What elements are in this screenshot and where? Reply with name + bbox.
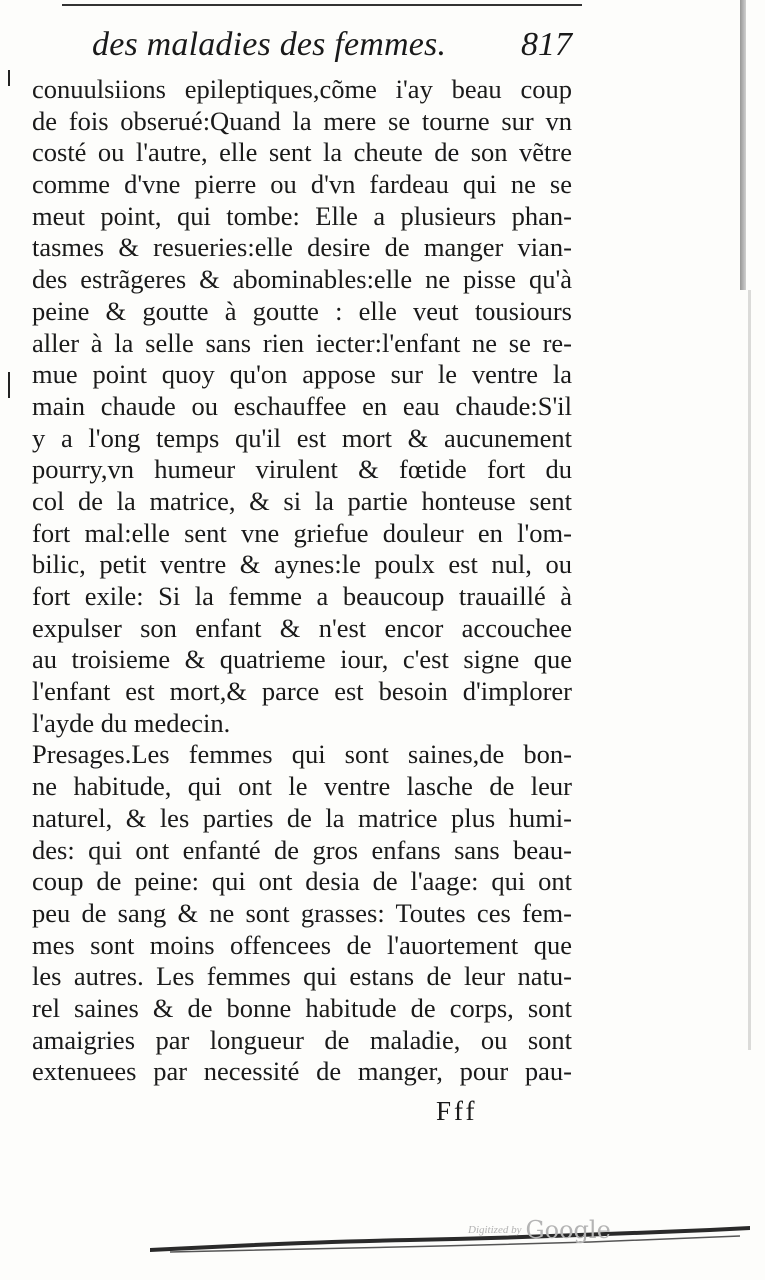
text-line: costé ou l'autre, elle sent la cheute de son vẽtre xyxy=(32,137,572,168)
text-line: des estrãgeres & abominables:elle ne pisse qu'à xyxy=(32,264,572,295)
text-line: peine & goutte à goutte : elle veut tousiours xyxy=(32,295,572,326)
page-bottom-edge xyxy=(150,1218,750,1262)
page-number: 817 xyxy=(521,26,572,63)
page-gutter-shadow xyxy=(740,0,746,290)
digitized-by-google-watermark xyxy=(468,1216,611,1244)
text-line: naturel, & les parties de la matrice plus humi- xyxy=(32,802,572,833)
text-line: bilic, petit ventre & aynes:le poulx est nul, ou xyxy=(32,549,572,580)
text-line: pourry,vn humeur virulent & fœtide fort du xyxy=(32,454,572,485)
text-line: comme d'vne pierre ou d'vn fardeau qui ne se xyxy=(32,169,572,200)
text-line: fort exile: Si la femme a beaucoup trauaillé à xyxy=(32,581,572,611)
text-line: rel saines & de bonne habitude de corps, sont xyxy=(32,992,572,1023)
page-edge-shadow xyxy=(748,290,751,1050)
margin-mark xyxy=(8,372,10,398)
text-line: l'enfant est mort,& parce est besoin d'implorer xyxy=(32,676,572,707)
text-line: col de la matrice, & si la partie honteuse sent xyxy=(32,485,572,516)
text-line: mue point quoy qu'on appose sur le ventre la xyxy=(32,359,572,390)
text-line: l'ayde du medecin. xyxy=(32,707,231,738)
text-line: y a l'ong temps qu'il est mort & aucunement xyxy=(32,422,572,453)
top-page-edge xyxy=(62,4,582,6)
text-line: tasmes & resueries:elle desire de manger vian- xyxy=(32,232,572,263)
text-line: ne habitude, qui ont le ventre lasche de leur xyxy=(32,771,572,802)
text-line: main chaude ou eschauffee en eau chaude:S'il xyxy=(32,390,572,421)
running-title: des maladies des femmes. xyxy=(92,26,447,63)
watermark-prefix: Digitized by xyxy=(468,1224,522,1236)
text-line: meut point, qui tombe: Elle a plusieurs phan- xyxy=(32,200,572,231)
margin-mark xyxy=(8,70,10,86)
text-line: mes sont moins offencees de l'auortement que xyxy=(32,929,572,960)
text-line: de fois obserué:Quand la mere se tourne sur vn xyxy=(32,105,572,136)
page-header xyxy=(92,22,572,72)
text-line: aller à la selle sans rien iecter:l'enfant ne se re- xyxy=(32,327,572,358)
text-line: des: qui ont enfanté de gros enfans sans beau- xyxy=(32,834,572,865)
text-line: coup de peine: qui ont desia de l'aage: qui ont xyxy=(32,866,572,897)
text-line: au troisieme & quatrieme iour, c'est signe que xyxy=(32,644,572,675)
text-line: Presages.Les femmes qui sont saines,de bon- xyxy=(32,739,572,770)
text-line: extenuees par necessité de manger, pour pau- xyxy=(32,1056,572,1087)
watermark-brand: Google xyxy=(525,1216,611,1244)
text-line: peu de sang & ne sont grasses: Toutes ces fem- xyxy=(32,897,572,928)
text-line: les autres. Les femmes qui estans de leur natu- xyxy=(32,961,572,992)
text-line: expulser son enfant & n'est encor accouchee xyxy=(32,612,572,643)
text-line: amaigries par longueur de maladie, ou sont xyxy=(32,1024,572,1055)
text-line: fort mal:elle sent vne griefue douleur en l'om- xyxy=(32,517,572,548)
text-line: conuulsiions epileptiques,cõme i'ay beau coup xyxy=(32,74,572,104)
body-text xyxy=(32,74,572,1088)
signature-mark: Fff xyxy=(436,1096,478,1126)
